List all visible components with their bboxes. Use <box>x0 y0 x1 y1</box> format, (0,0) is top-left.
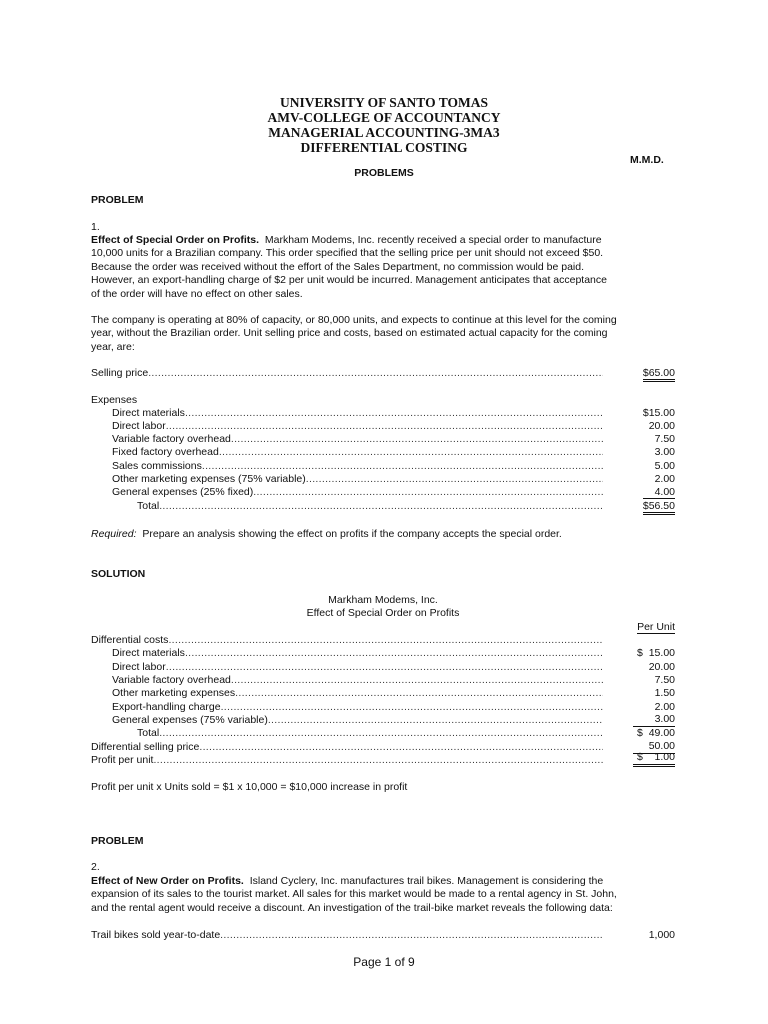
expense-value: 2.00 <box>654 473 675 485</box>
expense-row <box>91 407 675 420</box>
expense-label: General expenses (25% fixed) <box>112 486 254 498</box>
problem2-intro-line: and the rental agent would receive a discount. An investigation of the trail-bike market reveals the following data: <box>91 901 613 914</box>
header-line-university: UNIVERSITY OF SANTO TOMAS <box>280 95 488 110</box>
expense-row <box>91 446 675 459</box>
solution-total-value: $ 49.00 <box>637 727 675 739</box>
leader-dots <box>235 687 603 700</box>
leader-dots <box>221 701 603 714</box>
selling-price-label: Selling price <box>91 367 149 379</box>
capacity-line: year, without the Brazilian order. Unit selling price and costs, based on estimated actual capacity for the coming <box>91 327 608 340</box>
diff-selling-price-row <box>91 741 675 754</box>
selling-price-row <box>91 367 675 380</box>
trail-bikes-row <box>91 929 675 942</box>
expenses-label: Expenses <box>91 394 138 406</box>
expense-label: Direct materials <box>112 407 185 419</box>
problem2-heading: PROBLEM <box>91 835 144 847</box>
leader-dots <box>159 727 603 740</box>
leader-dots <box>159 500 603 513</box>
solution-company: Markham Modems, Inc. <box>328 594 438 606</box>
profit-per-unit-value: $ 1.00 <box>633 751 675 767</box>
leader-dots <box>306 473 603 486</box>
header-line-topic: DIFFERENTIAL COSTING <box>300 140 468 155</box>
expense-value: 20.00 <box>648 420 675 432</box>
expense-label: Variable factory overhead <box>112 433 231 445</box>
required-label: Required: <box>91 528 137 540</box>
leader-dots <box>153 754 603 767</box>
problem2-number: 2. <box>91 861 100 873</box>
expense-value: 3.00 <box>654 446 675 458</box>
problem1-intro <box>91 234 681 301</box>
problem2-intro-text: Island Cyclery, Inc. manufactures trail bikes. Management is considering the <box>249 875 604 887</box>
selling-price-value: $65.00 <box>643 367 675 382</box>
cost-label: Export-handling charge <box>112 701 221 713</box>
required-line <box>91 528 691 540</box>
cost-row <box>91 674 675 687</box>
cost-label: Direct materials <box>112 647 185 659</box>
cost-row <box>91 714 675 727</box>
leader-dots <box>202 460 603 473</box>
header-line-college: AMV-COLLEGE OF ACCOUNTANCY <box>267 110 501 125</box>
leader-dots <box>166 420 603 433</box>
capacity-line: year, are: <box>91 340 135 353</box>
problem2-intro-line: expansion of its sales to the tourist market. All sales for this market would be made to a rental agency in St. John, <box>91 888 617 901</box>
expense-value: 4.00 <box>643 486 675 499</box>
leader-dots <box>253 486 603 499</box>
leader-dots <box>185 647 603 660</box>
leader-dots <box>231 674 603 687</box>
problem1-intro-line <box>91 234 681 247</box>
trail-bikes-label: Trail bikes sold year-to-date <box>91 929 221 941</box>
cost-value: 20.00 <box>648 661 675 673</box>
expense-row <box>91 460 675 473</box>
solution-total-row <box>91 727 675 740</box>
leader-dots <box>220 929 603 942</box>
problem1-capacity <box>91 314 681 354</box>
problem2-intro <box>91 875 681 915</box>
cost-row <box>91 647 675 660</box>
expense-label: Fixed factory overhead <box>112 446 219 458</box>
expense-row <box>91 420 675 433</box>
cost-value: 7.50 <box>654 674 675 686</box>
expense-value: 7.50 <box>654 433 675 445</box>
expense-value: 5.00 <box>654 460 675 472</box>
problem1-intro-line: 10,000 units for a Brazilian company. This order specified that the selling price per unit should not exceed $50. <box>91 247 604 260</box>
conclusion-text: Profit per unit x Units sold = $1 x 10,000 = $10,000 increase in profit <box>91 781 408 793</box>
diff-costs-label: Differential costs <box>91 634 169 646</box>
problem1-title: Effect of Special Order on Profits. <box>91 234 260 246</box>
diff-selling-price-value: 50.00 <box>633 740 675 754</box>
expense-label: Other marketing expenses (75% variable) <box>112 473 306 485</box>
cost-value: 3.00 <box>633 713 675 727</box>
problem1-intro-line: Because the order was received without the effort of the Sales Department, no commission would be paid. <box>91 260 584 273</box>
problem2-intro-line <box>91 875 681 888</box>
cost-value: 1.50 <box>654 687 675 699</box>
solution-total-label: Total <box>137 727 160 739</box>
leader-dots <box>219 446 603 459</box>
cost-row <box>91 661 675 674</box>
profit-per-unit-label: Profit per unit <box>91 754 154 766</box>
expense-row <box>91 433 675 446</box>
cost-row <box>91 701 675 714</box>
expense-row <box>91 486 675 499</box>
cost-row <box>91 687 675 700</box>
expense-label: Direct labor <box>112 420 166 432</box>
expense-row <box>91 473 675 486</box>
leader-dots <box>199 741 603 754</box>
cost-label: Variable factory overhead <box>112 674 231 686</box>
trail-bikes-value: 1,000 <box>648 929 675 941</box>
problem1-intro-line: However, an export-handling charge of $2 per unit would be incurred. Management anticipates that acceptance <box>91 274 607 287</box>
expenses-total-row <box>91 500 675 513</box>
solution-subtitle: Effect of Special Order on Profits <box>306 607 460 619</box>
cost-label: Direct labor <box>112 661 166 673</box>
problem1-intro-text: Markham Modems, Inc. recently received a special order to manufacture <box>264 234 602 246</box>
cost-value: $ 15.00 <box>637 647 675 659</box>
problem1-heading: PROBLEM <box>91 194 144 206</box>
problem1-number: 1. <box>91 221 100 233</box>
cost-label: Other marketing expenses <box>112 687 236 699</box>
expenses-total-label: Total <box>137 500 160 512</box>
leader-dots <box>268 714 603 727</box>
leader-dots <box>231 433 603 446</box>
diff-selling-price-label: Differential selling price <box>91 741 200 753</box>
leader-dots <box>185 407 603 420</box>
problem1-intro-line: of the order will have no effect on other sales. <box>91 287 303 300</box>
problem2-title: Effect of New Order on Profits. <box>91 875 244 887</box>
cost-value: 2.00 <box>654 701 675 713</box>
expenses-total-value: $56.50 <box>643 500 675 515</box>
capacity-line: The company is operating at 80% of capacity, or 80,000 units, and expects to continue at this level for the coming <box>91 314 617 326</box>
expense-value: $15.00 <box>642 407 675 419</box>
header-line-course: MANAGERIAL ACCOUNTING-3MA3 <box>268 125 500 140</box>
leader-dots <box>166 661 603 674</box>
cost-label: General expenses (75% variable) <box>112 714 268 726</box>
diff-costs-row <box>91 634 675 647</box>
author-initials: M.M.D. <box>630 154 664 166</box>
profit-per-unit-row <box>91 751 675 767</box>
expense-label: Sales commissions <box>112 460 202 472</box>
leader-dots <box>148 367 603 380</box>
per-unit-header <box>633 621 675 633</box>
solution-heading: SOLUTION <box>91 568 146 580</box>
required-text: Prepare an analysis showing the effect on profits if the company accepts the special order. <box>142 528 562 540</box>
page-number: Page 1 of 9 <box>353 955 415 969</box>
section-title: PROBLEMS <box>354 167 414 179</box>
per-unit-header-text: Per Unit <box>637 621 675 633</box>
leader-dots <box>168 634 603 647</box>
